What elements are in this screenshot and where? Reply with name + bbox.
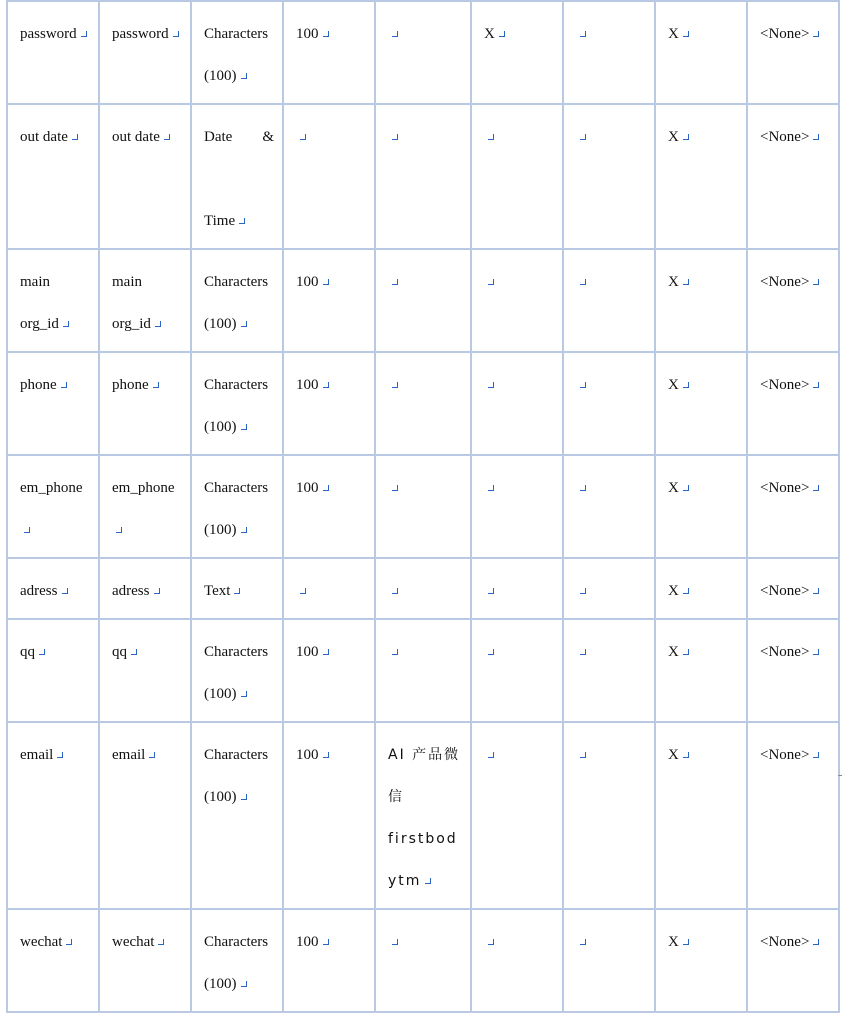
paragraph-mark	[813, 588, 819, 594]
table-body	[7, 1, 839, 1012]
paragraph-mark	[499, 31, 505, 37]
field-code: qq	[112, 644, 127, 660]
mandatory-flag: X	[668, 377, 679, 393]
cell-length	[283, 722, 375, 909]
cell-comment	[375, 104, 471, 249]
default-value: <None>	[760, 583, 810, 599]
cell-comment	[375, 722, 471, 909]
data-type-size: (100)	[204, 68, 237, 84]
cell-code	[99, 352, 191, 455]
field-length: 100	[296, 747, 319, 763]
field-name: password	[20, 26, 77, 42]
paragraph-mark	[580, 279, 586, 285]
cell-primary	[471, 249, 563, 352]
table-row	[7, 249, 839, 352]
cell-length	[283, 455, 375, 558]
field-name: out date	[20, 129, 68, 145]
paragraph-mark	[580, 752, 586, 758]
field-table	[6, 0, 840, 1013]
field-code: phone	[112, 377, 149, 393]
field-name: wechat	[20, 934, 63, 950]
field-code: wechat	[112, 934, 155, 950]
cell-foreign	[563, 249, 655, 352]
data-type	[204, 116, 274, 158]
field-name: main org_id	[20, 274, 59, 332]
paragraph-mark	[323, 649, 329, 655]
mandatory-flag: X	[668, 934, 679, 950]
paragraph-mark	[300, 134, 306, 140]
paragraph-mark	[488, 939, 494, 945]
cell-type	[191, 558, 283, 619]
paragraph-mark	[392, 649, 398, 655]
paragraph-mark	[323, 31, 329, 37]
cell-name	[7, 558, 99, 619]
field-length: 100	[296, 480, 319, 496]
paragraph-mark	[580, 134, 586, 140]
cell-foreign	[563, 1, 655, 104]
paragraph-mark	[488, 588, 494, 594]
cell-mandatory	[655, 909, 747, 1012]
table-row	[7, 558, 839, 619]
cell-comment	[375, 1, 471, 104]
cell-name	[7, 249, 99, 352]
paragraph-mark	[164, 134, 170, 140]
cell-code	[99, 619, 191, 722]
paragraph-mark	[63, 321, 69, 327]
paragraph-mark	[62, 588, 68, 594]
table-row	[7, 619, 839, 722]
paragraph-mark	[323, 752, 329, 758]
paragraph-mark	[323, 939, 329, 945]
cell-mandatory	[655, 455, 747, 558]
paragraph-mark	[66, 939, 72, 945]
cell-default	[747, 249, 839, 352]
field-code: em_phone	[112, 480, 175, 496]
field-code: main org_id	[112, 274, 151, 332]
paragraph-mark	[580, 31, 586, 37]
cell-comment	[375, 558, 471, 619]
cell-foreign	[563, 455, 655, 558]
mandatory-flag: X	[668, 747, 679, 763]
cell-comment	[375, 249, 471, 352]
paragraph-mark	[683, 485, 689, 491]
paragraph-mark	[39, 649, 45, 655]
cell-name	[7, 722, 99, 909]
mandatory-flag: X	[668, 26, 679, 42]
paragraph-mark	[683, 649, 689, 655]
data-type: Characters	[204, 480, 269, 496]
paragraph-mark	[241, 691, 247, 697]
paragraph-mark	[580, 649, 586, 655]
cell-default	[747, 909, 839, 1012]
cell-primary	[471, 104, 563, 249]
paragraph-mark	[683, 588, 689, 594]
data-type: Characters	[204, 26, 269, 42]
mandatory-flag: X	[668, 480, 679, 496]
cell-comment	[375, 455, 471, 558]
primary-flag: X	[484, 26, 495, 42]
cell-foreign	[563, 104, 655, 249]
data-type: Characters	[204, 934, 269, 950]
cell-name	[7, 455, 99, 558]
paragraph-mark	[813, 939, 819, 945]
cell-foreign	[563, 909, 655, 1012]
data-type-part: Time	[204, 213, 236, 229]
data-type-size: (100)	[204, 316, 237, 332]
paragraph-mark	[61, 382, 67, 388]
field-length: 100	[296, 934, 319, 950]
data-type-size: (100)	[204, 976, 237, 992]
field-code: password	[112, 26, 169, 42]
default-value: <None>	[760, 934, 810, 950]
cell-name	[7, 619, 99, 722]
default-value: <None>	[760, 377, 810, 393]
cell-primary	[471, 722, 563, 909]
paragraph-mark	[813, 382, 819, 388]
paragraph-mark	[131, 649, 137, 655]
paragraph-mark	[241, 527, 247, 533]
field-code: adress	[112, 583, 150, 599]
cell-code	[99, 558, 191, 619]
cell-foreign	[563, 722, 655, 909]
cell-name	[7, 909, 99, 1012]
table-row	[7, 909, 839, 1012]
data-type: Text	[204, 583, 231, 599]
paragraph-mark	[300, 588, 306, 594]
paragraph-mark	[813, 649, 819, 655]
cell-default	[747, 619, 839, 722]
default-value: <None>	[760, 26, 810, 42]
paragraph-mark	[488, 279, 494, 285]
cell-length	[283, 249, 375, 352]
paragraph-mark	[241, 424, 247, 430]
cell-mandatory	[655, 352, 747, 455]
paragraph-mark	[323, 279, 329, 285]
cell-length	[283, 558, 375, 619]
cell-comment	[375, 619, 471, 722]
cell-length	[283, 909, 375, 1012]
cell-primary	[471, 455, 563, 558]
cell-primary	[471, 909, 563, 1012]
data-type-size: (100)	[204, 419, 237, 435]
paragraph-mark	[580, 485, 586, 491]
paragraph-mark	[683, 382, 689, 388]
paragraph-mark	[488, 485, 494, 491]
data-type: Characters	[204, 747, 269, 763]
cell-length	[283, 352, 375, 455]
paragraph-mark	[488, 649, 494, 655]
paragraph-mark	[392, 134, 398, 140]
cell-type	[191, 909, 283, 1012]
paragraph-mark	[116, 527, 122, 533]
data-type-part: &	[262, 129, 274, 145]
data-type-size: (100)	[204, 686, 237, 702]
paragraph-mark	[813, 485, 819, 491]
field-code: out date	[112, 129, 160, 145]
paragraph-mark	[323, 485, 329, 491]
cell-type	[191, 352, 283, 455]
cell-mandatory	[655, 619, 747, 722]
cell-type	[191, 104, 283, 249]
field-length: 100	[296, 377, 319, 393]
cell-mandatory	[655, 558, 747, 619]
cell-type	[191, 722, 283, 909]
cell-code	[99, 104, 191, 249]
field-name: em_phone	[20, 480, 83, 496]
data-type-size: (100)	[204, 522, 237, 538]
table-row	[7, 1, 839, 104]
cell-foreign	[563, 352, 655, 455]
mandatory-flag: X	[668, 274, 679, 290]
cell-type	[191, 249, 283, 352]
field-length: 100	[296, 274, 319, 290]
paragraph-mark	[683, 279, 689, 285]
table-row	[7, 104, 839, 249]
paragraph-mark	[488, 134, 494, 140]
cell-code	[99, 722, 191, 909]
cell-mandatory	[655, 722, 747, 909]
cell-name	[7, 104, 99, 249]
cell-mandatory	[655, 249, 747, 352]
paragraph-mark	[813, 134, 819, 140]
cell-default	[747, 1, 839, 104]
cell-code	[99, 455, 191, 558]
mandatory-flag: X	[668, 129, 679, 145]
cell-code	[99, 909, 191, 1012]
paragraph-mark	[838, 770, 842, 776]
paragraph-mark	[425, 878, 431, 884]
paragraph-mark	[241, 794, 247, 800]
field-length: 100	[296, 644, 319, 660]
cell-name	[7, 352, 99, 455]
paragraph-mark	[580, 382, 586, 388]
cell-comment	[375, 909, 471, 1012]
field-name: phone	[20, 377, 57, 393]
data-type-part: Date	[204, 129, 233, 145]
paragraph-mark	[488, 382, 494, 388]
paragraph-mark	[155, 321, 161, 327]
cell-primary	[471, 619, 563, 722]
paragraph-mark	[392, 279, 398, 285]
paragraph-mark	[241, 321, 247, 327]
paragraph-mark	[154, 588, 160, 594]
paragraph-mark	[149, 752, 155, 758]
paragraph-mark	[241, 73, 247, 79]
field-name: adress	[20, 583, 58, 599]
paragraph-mark	[813, 752, 819, 758]
cell-foreign	[563, 619, 655, 722]
cell-length	[283, 104, 375, 249]
paragraph-mark	[392, 382, 398, 388]
cell-length	[283, 619, 375, 722]
default-value: <None>	[760, 644, 810, 660]
cell-foreign	[563, 558, 655, 619]
paragraph-mark	[813, 31, 819, 37]
field-comment: AI 产品微信 firstbodytm	[388, 747, 461, 889]
cell-default	[747, 104, 839, 249]
paragraph-mark	[158, 939, 164, 945]
cell-type	[191, 1, 283, 104]
paragraph-mark	[57, 752, 63, 758]
table-row	[7, 455, 839, 558]
cell-mandatory	[655, 104, 747, 249]
cell-default	[747, 558, 839, 619]
cell-default	[747, 722, 839, 909]
table-row	[7, 352, 839, 455]
cell-name	[7, 1, 99, 104]
data-type: Characters	[204, 377, 269, 393]
paragraph-mark	[683, 31, 689, 37]
cell-primary	[471, 1, 563, 104]
paragraph-mark	[234, 588, 240, 594]
paragraph-mark	[239, 218, 245, 224]
table-row	[7, 722, 839, 909]
default-value: <None>	[760, 129, 810, 145]
paragraph-mark	[81, 31, 87, 37]
cell-type	[191, 619, 283, 722]
cell-default	[747, 352, 839, 455]
data-type-size: (100)	[204, 789, 237, 805]
default-value: <None>	[760, 480, 810, 496]
paragraph-mark	[173, 31, 179, 37]
data-type: Characters	[204, 644, 269, 660]
cell-default	[747, 455, 839, 558]
cell-type	[191, 455, 283, 558]
default-value: <None>	[760, 274, 810, 290]
cell-primary	[471, 558, 563, 619]
mandatory-flag: X	[668, 583, 679, 599]
paragraph-mark	[241, 981, 247, 987]
data-type: Characters	[204, 274, 269, 290]
paragraph-mark	[72, 134, 78, 140]
paragraph-mark	[24, 527, 30, 533]
cell-mandatory	[655, 1, 747, 104]
mandatory-flag: X	[668, 644, 679, 660]
field-name: email	[20, 747, 54, 763]
cell-primary	[471, 352, 563, 455]
paragraph-mark	[580, 939, 586, 945]
paragraph-mark	[153, 382, 159, 388]
paragraph-mark	[392, 31, 398, 37]
paragraph-mark	[580, 588, 586, 594]
paragraph-mark	[683, 939, 689, 945]
paragraph-mark	[488, 752, 494, 758]
cell-code	[99, 249, 191, 352]
field-length: 100	[296, 26, 319, 42]
paragraph-mark	[392, 588, 398, 594]
paragraph-mark	[813, 279, 819, 285]
cell-length	[283, 1, 375, 104]
paragraph-mark	[392, 939, 398, 945]
paragraph-mark	[683, 134, 689, 140]
field-code: email	[112, 747, 146, 763]
default-value: <None>	[760, 747, 810, 763]
paragraph-mark	[323, 382, 329, 388]
paragraph-mark	[392, 485, 398, 491]
field-name: qq	[20, 644, 35, 660]
cell-code	[99, 1, 191, 104]
paragraph-mark	[683, 752, 689, 758]
cell-comment	[375, 352, 471, 455]
